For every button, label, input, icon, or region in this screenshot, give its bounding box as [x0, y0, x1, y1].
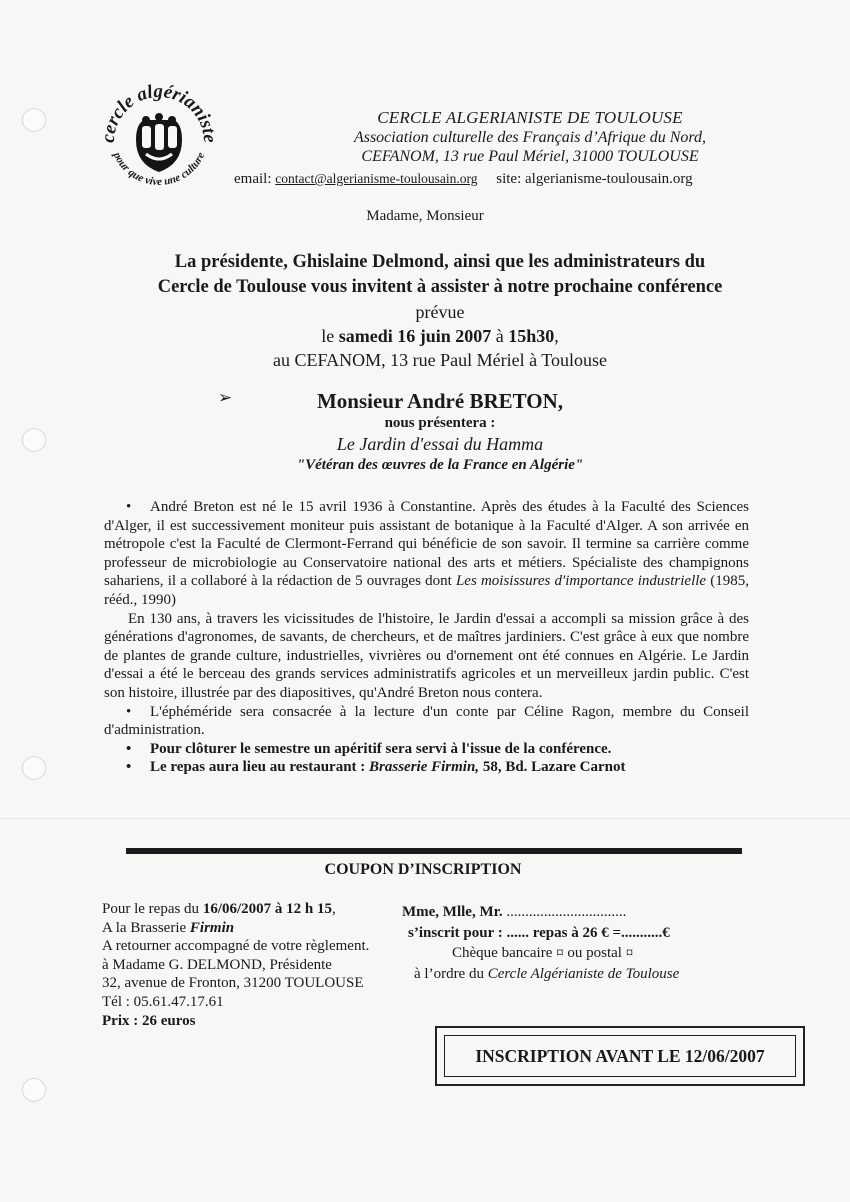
site-label: site: — [496, 171, 522, 187]
coupon-phone: Tél : 05.61.47.17.61 — [102, 993, 224, 1010]
cercle-algerianiste-logo — [92, 68, 226, 202]
salutation: Madame, Monsieur — [366, 208, 484, 224]
meal-place: Brasserie Firmin, — [369, 759, 480, 776]
logo-arc-bottom-text: pour que vive une culture — [110, 150, 208, 189]
book-title: Les moisissures d'importance industrielle — [455, 573, 707, 590]
punch-hole-2 — [22, 428, 46, 452]
invitation-venue: au CEFANOM, 13 rue Paul Mériel à Toulouse — [272, 350, 608, 370]
date-prefix: le — [321, 326, 339, 346]
name-label: Mme, Mlle, Mr. — [402, 904, 503, 920]
coupon-title: COUPON D’INSCRIPTION — [324, 861, 522, 878]
conference-subtitle: "Vétéran des œuvres de la France en Algérie" — [296, 457, 584, 473]
speaker-presents: nous présentera : — [384, 415, 496, 431]
arrow-bullet-icon: ➢ — [218, 388, 233, 407]
speaker-name: Monsieur André BRETON, — [316, 389, 563, 413]
event-date: samedi 16 juin 2007 — [338, 326, 492, 346]
paragraph-ephemeride: • L'éphéméride sera consacrée à la lecture d'un conte par Céline Ragon, membre du Conseil d'administration. — [104, 703, 749, 740]
invitation-block — [60, 250, 820, 372]
coupon-form — [402, 902, 752, 984]
venue-prefix: A la Brasserie — [102, 919, 190, 936]
body-text — [104, 498, 749, 777]
meal-count-field[interactable]: s’inscrit pour : ...... repas à 26 € =...........€ — [408, 924, 670, 941]
invitation-date-line — [60, 324, 820, 348]
fold-line — [0, 818, 850, 819]
association-header — [230, 108, 830, 166]
coupon-venue — [102, 919, 422, 938]
registration-deadline: INSCRIPTION AVANT LE 12/06/2007 — [444, 1035, 796, 1077]
name-blank: ................................ — [502, 904, 627, 920]
date-suffix: , — [554, 326, 559, 346]
contact-line — [234, 171, 693, 188]
coupon-price: Prix : 26 euros — [102, 1012, 196, 1029]
event-time: 15h30 — [508, 326, 555, 346]
meal-date-suffix: , — [332, 901, 336, 917]
association-subtitle: Association culturelle des Français d’Afrique du Nord, — [353, 129, 707, 146]
payment-options[interactable]: Chèque bancaire ¤ ou postal ¤ — [452, 945, 634, 961]
speaker-block — [60, 388, 820, 475]
book-dates: (1985, rééd., 1990) — [104, 573, 750, 608]
coupon-recipient: à Madame G. DELMOND, Présidente — [102, 956, 332, 973]
payable-prefix: à l’ordre du — [414, 965, 488, 982]
punch-hole-3 — [22, 756, 46, 780]
punch-hole-1 — [22, 108, 46, 132]
invitation-line-1: La présidente, Ghislaine Delmond, ainsi que les administrateurs du — [174, 252, 706, 272]
invitation-line-2: Cercle de Toulouse vous invitent à assister à notre prochaine conférence — [157, 277, 723, 297]
name-field[interactable] — [402, 902, 752, 923]
coupon-return: A retourner accompagné de votre règlement. — [102, 938, 370, 955]
paragraph-biography — [104, 498, 749, 610]
punch-hole-4 — [22, 1078, 46, 1102]
bio-text: André Breton est né le 15 avril 1936 à Constantine. Après des études à la Faculté des Sciences d'Alger, il est successivement moniteur puis assistant de botanique à la Faculté d'Alger. A son arrivée en métropole c'est la Faculté de Clermont-Ferrand qui bénéficie de son savoir. Il termine sa carrière comme professeur de microbiologie au Conservatoire national des arts et métiers. Spécialiste des champignons sahariens, il a collaboré à la rédaction de 5 ouvrages dont — [104, 499, 749, 590]
paragraph-meal — [104, 758, 749, 777]
meal-address: 58, Bd. Lazare Carnot — [479, 759, 626, 776]
email-label: email: — [234, 171, 272, 187]
payable-to — [402, 964, 752, 985]
emblem-icon — [136, 113, 182, 172]
coupon-address: 32, avenue de Fronton, 31200 TOULOUSE — [102, 975, 364, 992]
logo-arc-top-text: cercle algérianiste — [97, 80, 221, 144]
coupon-divider — [126, 848, 742, 854]
site-link[interactable]: algerianisme-toulousain.org — [525, 171, 693, 187]
email-link[interactable]: contact@algerianisme-toulousain.org — [275, 171, 478, 186]
meal-date: 16/06/2007 à 12 h 15 — [202, 901, 332, 917]
meal-text: Le repas aura lieu au restaurant : — [150, 759, 370, 776]
paragraph-aperitif: • Pour clôturer le semestre un apéritif sera servi à l'issue de la conférence. — [104, 740, 749, 759]
paragraph-history: En 130 ans, à travers les vicissitudes de l'histoire, le Jardin d'essai a accompli sa mission grâce à des générations d'agronomes, de savants, de chercheurs, et de maîtres jardiniers. C'est grâce à eux que nombre de plantes de grande culture, industrielles, vivrières ou d'ornement ont été connues en Algérie. Le Jardin d'essai a été le berceau des grands services administratifs agricoles et un merveilleux jardin public. C'est son histoire, illustrée par des diapositives, qu'André Breton nous contera. — [104, 610, 749, 701]
payable-name: Cercle Algérianiste de Toulouse — [487, 965, 680, 982]
coupon-info — [102, 900, 422, 1030]
date-mid: à — [491, 326, 509, 346]
venue-name: Firmin — [189, 919, 235, 936]
association-address: CEFANOM, 13 rue Paul Mériel, 31000 TOULOUSE — [361, 148, 699, 165]
conference-topic: Le Jardin d'essai du Hamma — [336, 434, 544, 454]
association-title: CERCLE ALGERIANISTE DE TOULOUSE — [377, 108, 683, 127]
meal-date-prefix: Pour le repas du — [102, 901, 203, 917]
coupon-meal-date — [102, 900, 422, 919]
invitation-line-3: prévue — [415, 302, 465, 322]
registration-deadline-box — [435, 1026, 805, 1086]
